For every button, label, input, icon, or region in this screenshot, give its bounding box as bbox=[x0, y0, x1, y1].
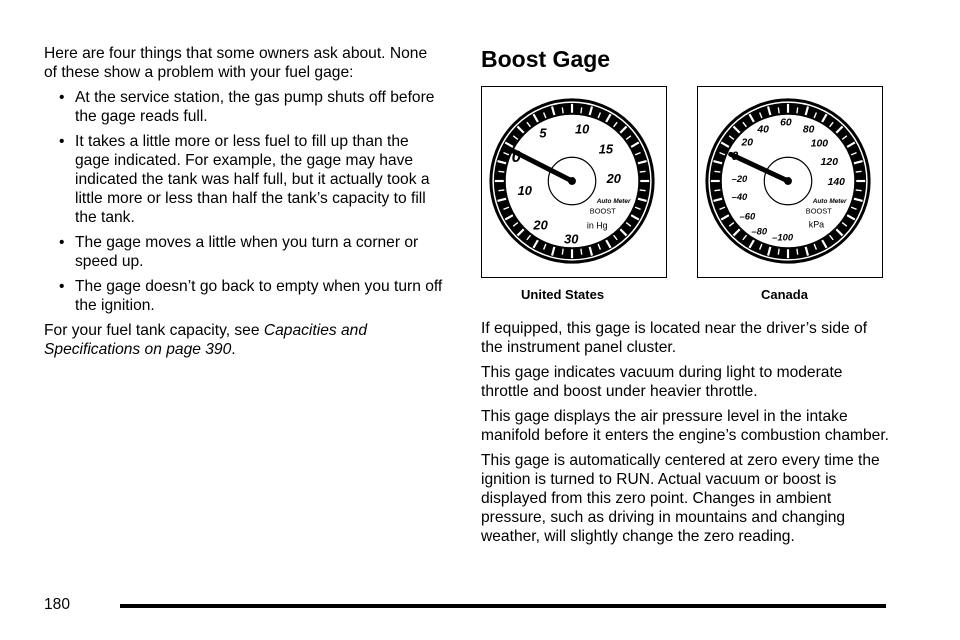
ca-scale-neg100: –100 bbox=[772, 231, 794, 243]
us-scale-20: 20 bbox=[606, 170, 621, 186]
boost-paragraph: This gage indicates vacuum during light to moderate throttle and boost under heavier throttle. bbox=[481, 364, 843, 400]
bullet-icon: • bbox=[59, 133, 65, 150]
ca-brand: Auto Meter bbox=[812, 197, 847, 205]
boost-paragraph: This gage displays the air pressure level in the intake manifold before it enters the engine’s combustion chamber. bbox=[481, 408, 889, 444]
us-scale-20-vac: 20 bbox=[533, 217, 548, 233]
gauge-tick bbox=[714, 190, 720, 191]
ca-scale-120: 120 bbox=[820, 157, 838, 169]
ca-scale-80: 80 bbox=[802, 124, 815, 136]
ca-scale-100: 100 bbox=[810, 138, 829, 150]
intro-paragraph: Here are four things that some owners ask about. None of these show a problem with your fuel gage: bbox=[44, 45, 428, 81]
bullet-item: • The gage doesn’t go back to empty when you turn off the ignition. bbox=[59, 278, 443, 314]
gauge-tick bbox=[498, 171, 504, 172]
boost-paragraph: If equipped, this gage is located near the driver’s side of the instrument panel cluster. bbox=[481, 320, 868, 356]
ca-scale-0: 0 bbox=[731, 149, 739, 164]
boost-paragraph: This gage is automatically centered at zero every time the ignition is turned to RUN. Actual vacuum or boost is displayed from this zero point. Changes in ambient pressure, such as driving in mountains and changing weather, will slightly change the zero reading. bbox=[481, 452, 880, 545]
gauge-tick bbox=[498, 190, 504, 191]
bullet-icon: • bbox=[59, 89, 65, 106]
gauge-tick bbox=[640, 171, 646, 172]
us-brand: Auto Meter bbox=[596, 197, 631, 205]
canada-boost-gauge-icon bbox=[698, 87, 882, 277]
canada-caption: Canada bbox=[761, 287, 808, 302]
gauge-tick bbox=[797, 107, 798, 113]
gauge-tick bbox=[778, 107, 779, 113]
us-boost-label: BOOST bbox=[589, 206, 616, 216]
bullet-item: • It takes a little more or less fuel to fill up than the gage indicated. For example, the gage may have indicated the tank was half full, but it actually took a little more or less than half the tank’s capacity to fill the tank. bbox=[59, 133, 430, 226]
ca-scale-neg20: –20 bbox=[731, 173, 748, 184]
ca-scale-neg60: –60 bbox=[739, 210, 756, 222]
gauge-tick bbox=[714, 171, 720, 172]
gauge-tick bbox=[640, 190, 646, 191]
bullet-item: • The gage moves a little when you turn a corner or speed up. bbox=[59, 234, 419, 270]
us-scale-15: 15 bbox=[598, 141, 614, 157]
gauge-figures bbox=[481, 86, 891, 304]
footer-rule bbox=[120, 604, 886, 608]
us-boost-gauge-icon bbox=[482, 87, 666, 277]
ca-scale-20: 20 bbox=[741, 137, 754, 149]
gauge-tick bbox=[856, 171, 862, 172]
gauge-tick bbox=[562, 107, 563, 113]
us-scale-30-vac: 30 bbox=[564, 231, 579, 247]
capacity-reference-link[interactable]: Capacities and Specifications on page 390 bbox=[44, 322, 368, 358]
ca-scale-140: 140 bbox=[827, 176, 845, 188]
canada-gauge-figure bbox=[697, 86, 883, 278]
ca-unit: kPa bbox=[808, 219, 825, 230]
gauge-tick bbox=[581, 249, 582, 255]
gauge-tick bbox=[581, 107, 582, 113]
bullet-icon: • bbox=[59, 278, 65, 295]
gauge-tick bbox=[778, 249, 779, 255]
page-number: 180 bbox=[44, 596, 71, 613]
left-column bbox=[44, 44, 444, 365]
bullet-list bbox=[44, 88, 444, 315]
right-column bbox=[481, 44, 891, 552]
us-caption: United States bbox=[521, 287, 605, 302]
bullet-item: • At the service station, the gas pump shuts off before the gage reads full. bbox=[59, 89, 435, 125]
ca-scale-60: 60 bbox=[780, 117, 792, 129]
bullet-icon: • bbox=[59, 234, 65, 251]
ca-boost-label: BOOST bbox=[805, 206, 832, 216]
section-heading: Boost Gage bbox=[481, 46, 611, 72]
gauge-tick bbox=[797, 249, 798, 255]
us-unit: in Hg bbox=[586, 220, 608, 231]
us-scale-5: 5 bbox=[539, 125, 547, 141]
us-scale-0: 0 bbox=[511, 147, 522, 167]
ca-scale-neg80: –80 bbox=[751, 225, 768, 237]
us-scale-10: 10 bbox=[574, 121, 590, 137]
ca-scale-neg40: –40 bbox=[731, 190, 748, 202]
boost-description bbox=[481, 319, 891, 546]
gauge-tick bbox=[562, 249, 563, 255]
us-gauge-figure bbox=[481, 86, 667, 278]
ca-scale-40: 40 bbox=[757, 124, 769, 136]
capacity-paragraph: For your fuel tank capacity, see Capacities and Specifications on page 390. bbox=[44, 322, 368, 358]
gauge-tick bbox=[856, 190, 862, 191]
us-scale-10-vac: 10 bbox=[517, 182, 532, 198]
